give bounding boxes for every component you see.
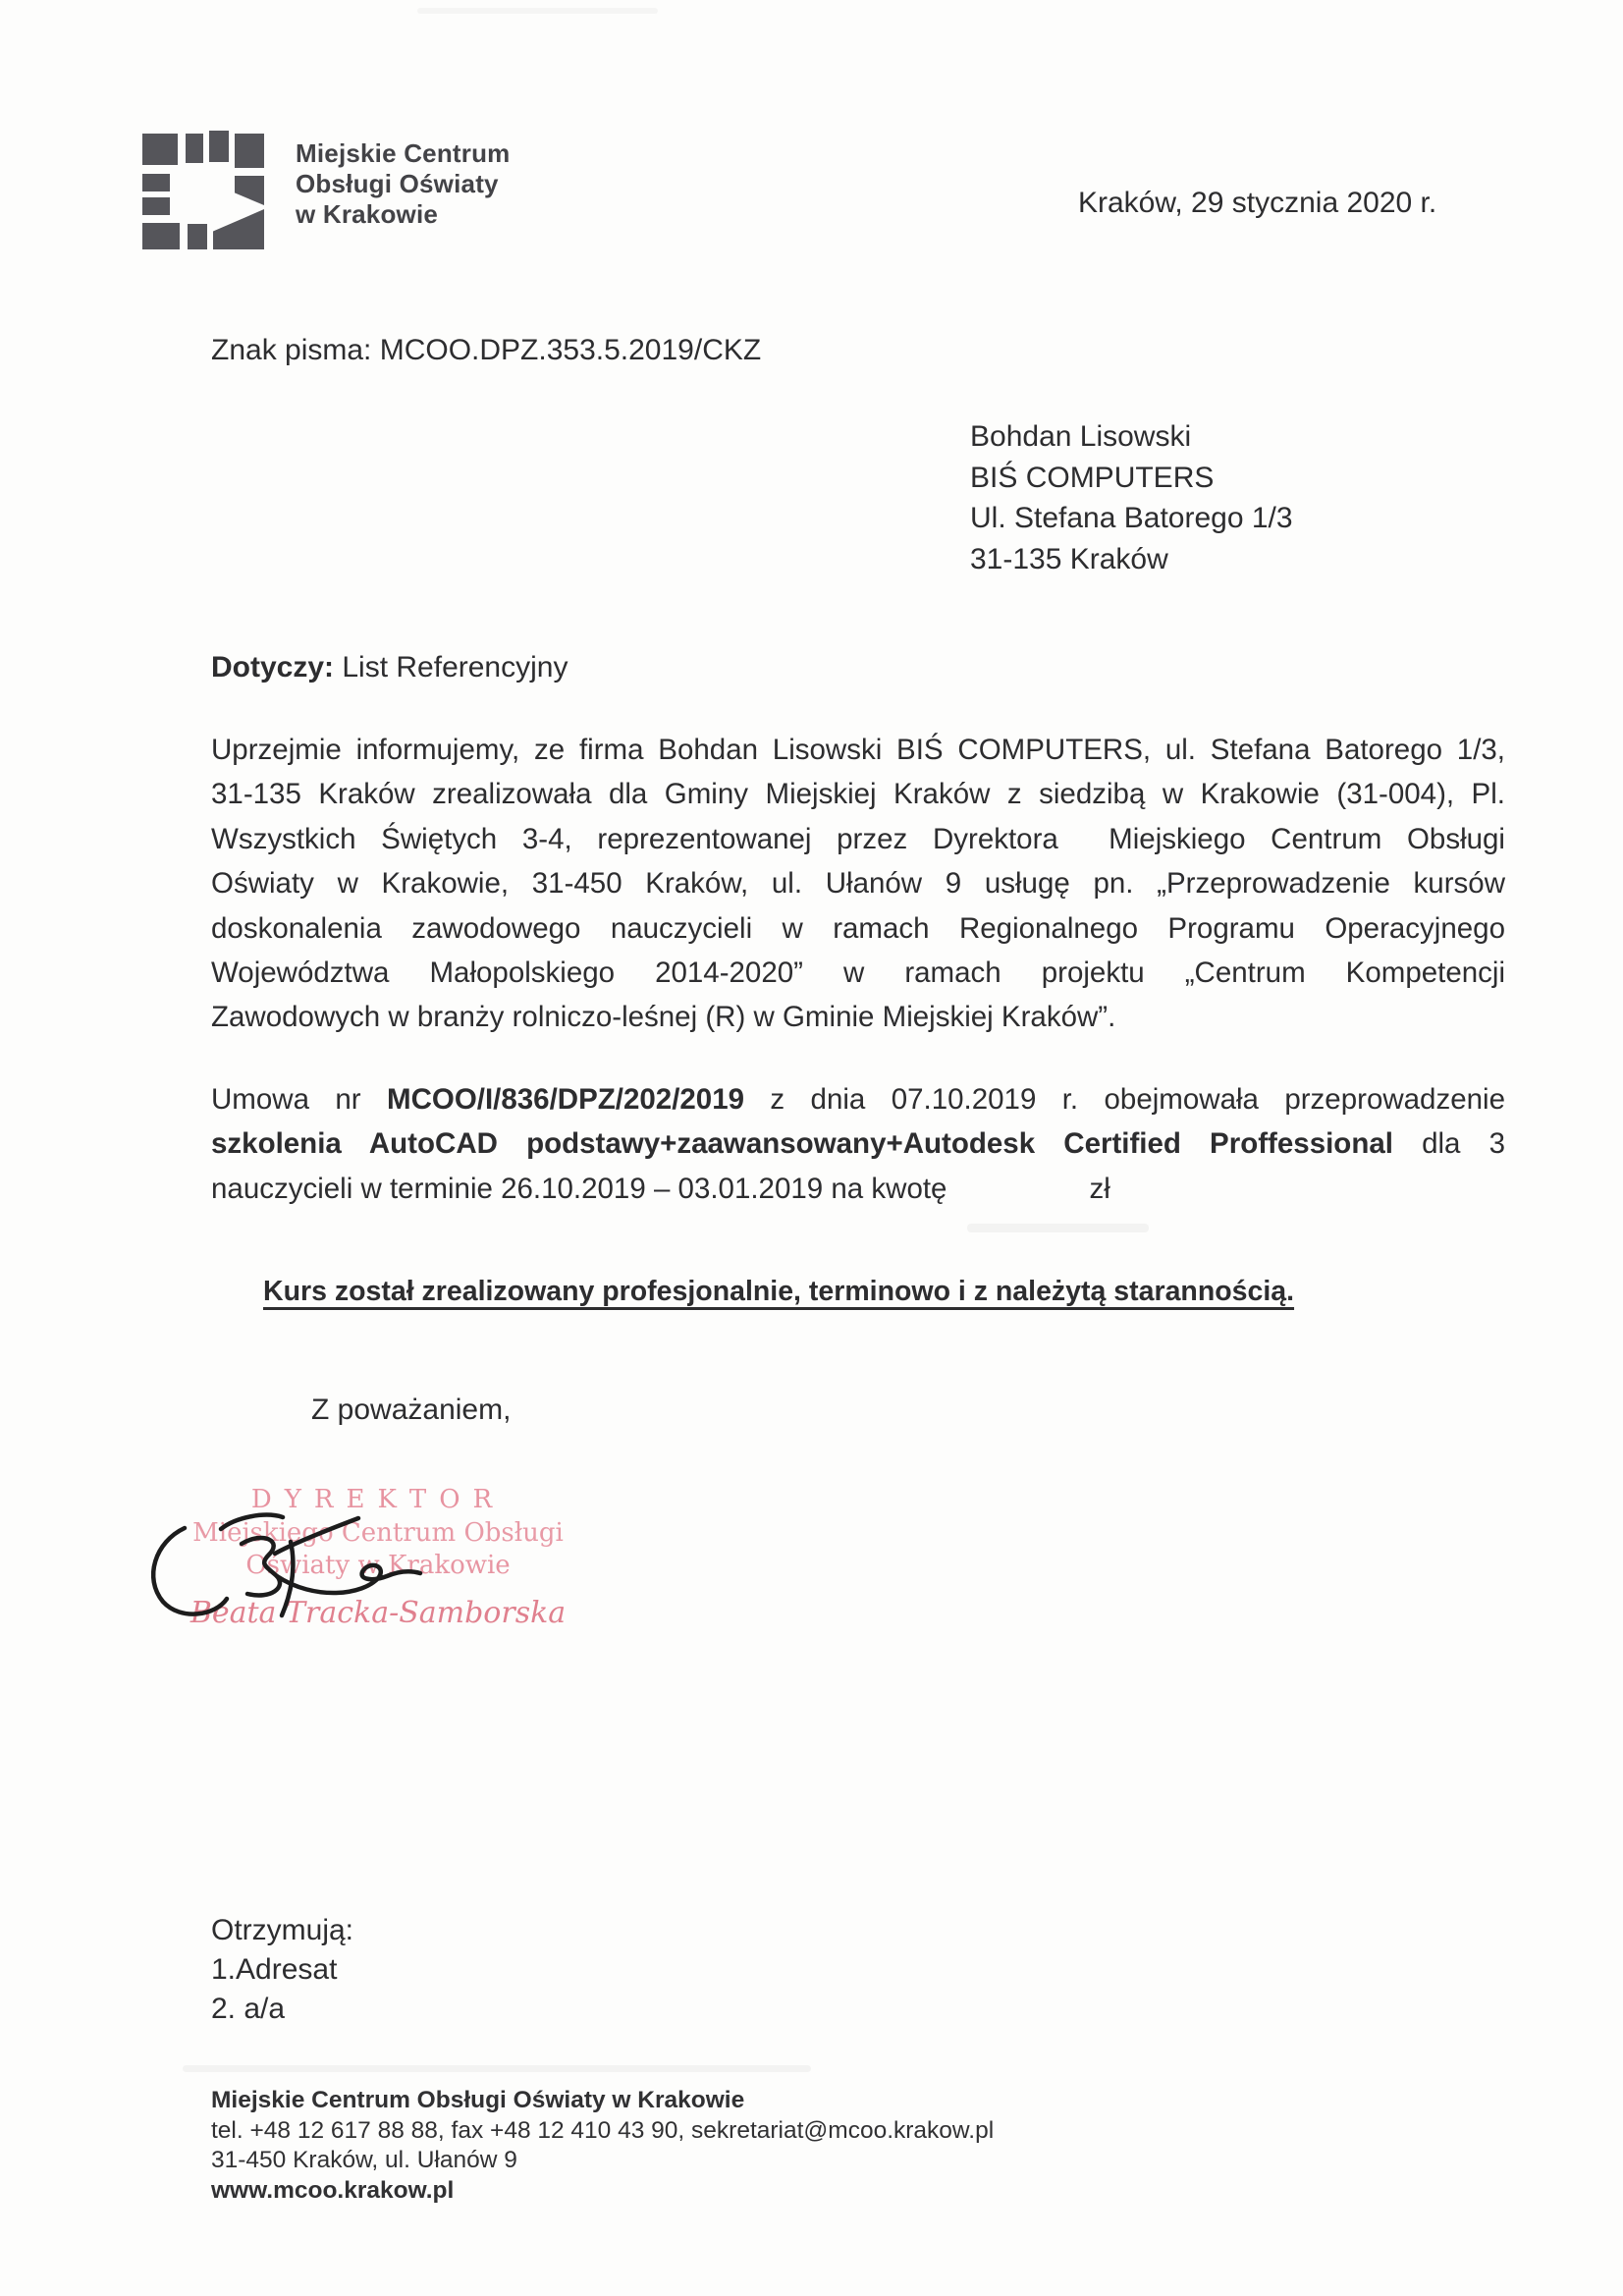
text-line xyxy=(211,772,1505,816)
text: nauczycieli w terminie 26.10.2019 – 03.01.2019 na kwotę xyxy=(211,1172,947,1205)
bold-text: szkolenia AutoCAD podstawy+zaawansowany+Autodesk Certified Proffessional xyxy=(211,1127,1393,1161)
subject-value: List Referencyjny xyxy=(334,651,568,683)
emphasis-sentence: Kurs został zrealizowany profesjonalnie, terminowo i z należytą starannością. xyxy=(263,1276,1295,1307)
distribution-items xyxy=(211,1950,353,2029)
text-line xyxy=(211,995,1505,1039)
text: dla 3 xyxy=(1392,1127,1505,1161)
footer-address: 31-450 Kraków, ul. Ułanów 9 xyxy=(211,2147,517,2173)
text: Uprzejmie informujemy, ze firma Bohdan Lisowski BIŚ COMPUTERS, ul. Stefana Batorego 1/3, xyxy=(211,734,1505,766)
text-line xyxy=(211,1167,1505,1211)
text: Umowa nr xyxy=(211,1083,387,1116)
bold-text: MCOO/I/836/DPZ/202/2019 xyxy=(387,1083,745,1116)
closing-salutation: Z poważaniem, xyxy=(311,1394,512,1426)
text: Wszystkich Świętych 3-4, reprezentowanej przez Dyrektora Miejskiego Centrum Obsługi xyxy=(211,822,1505,855)
org-name-line: Miejskie Centrum xyxy=(296,138,511,168)
text: Oświaty w Krakowie, 31-450 Kraków, ul. Ułanów 9 usługę pn. „Przeprowadzenie kursów xyxy=(211,867,1505,901)
recipient-line: BIŚ COMPUTERS xyxy=(970,461,1215,494)
text-line xyxy=(211,728,1505,772)
body-paragraph-2 xyxy=(211,1077,1505,1211)
text: 31-135 Kraków zrealizowała dla Gminy Miejskiej Kraków z siedzibą w Krakowie (31-004), Pl. xyxy=(211,778,1505,811)
recipient-line: 31-135 Kraków xyxy=(970,542,1168,575)
redacted-amount-smudge xyxy=(967,1224,1149,1232)
stamp-org-line: Miejskiego Centrum Obsługi xyxy=(192,1518,564,1548)
text-line xyxy=(211,1121,1505,1166)
distribution-list xyxy=(211,1911,353,2029)
letterhead-org-name xyxy=(296,138,511,230)
text-line xyxy=(211,817,1505,861)
subject-label: Dotyczy: xyxy=(211,651,335,683)
text-line xyxy=(211,906,1505,951)
scan-artifact xyxy=(183,2065,811,2072)
distribution-item: 1.Adresat xyxy=(211,1953,338,1986)
mcoo-logo-icon xyxy=(142,131,264,243)
body-paragraph-1 xyxy=(211,728,1505,1040)
recipient-block xyxy=(970,416,1293,579)
org-name-line: Obsługi Oświaty xyxy=(296,169,499,198)
footer-org-name: Miejskie Centrum Obsługi Oświaty w Krakowie xyxy=(211,2087,745,2113)
signature-scribble xyxy=(126,1485,548,1667)
recipient-line: Bohdan Lisowski xyxy=(970,420,1192,453)
text-line xyxy=(211,861,1505,905)
text: doskonalenia zawodowego nauczycieli w ramach Regionalnego Programu Operacyjnego xyxy=(211,911,1505,945)
text-line xyxy=(211,951,1505,995)
text: Województwa Małopolskiego 2014-2020” w ramach projektu „Centrum Kompetencji xyxy=(211,957,1505,990)
footer-website: www.mcoo.krakow.pl xyxy=(211,2176,455,2204)
text-line xyxy=(211,1077,1505,1121)
footer-contact: tel. +48 12 617 88 88, fax +48 12 410 43 90, sekretariat@mcoo.krakow.pl xyxy=(211,2116,995,2144)
stamp-signatory-name: Beata Tracka-Samborska xyxy=(189,1596,567,1630)
recipient-line: Ul. Stefana Batorego 1/3 xyxy=(970,502,1293,534)
stamp-title: DYREKTOR xyxy=(250,1485,506,1514)
footer-block xyxy=(211,2086,994,2206)
text: zł xyxy=(1089,1172,1110,1205)
reference-number: Znak pisma: MCOO.DPZ.353.5.2019/CKZ xyxy=(211,334,762,366)
text: Zawodowych w branży rolniczo-leśnej (R) w Gminie Miejskiej Kraków”. xyxy=(211,1001,1116,1034)
distribution-title: Otrzymują: xyxy=(211,1914,354,1946)
date-line: Kraków, 29 stycznia 2020 r. xyxy=(1078,187,1437,219)
org-name-line: w Krakowie xyxy=(296,199,439,229)
stamp-org-line: Oświaty w Krakowie xyxy=(245,1551,511,1580)
subject-line xyxy=(211,651,568,684)
scan-artifact xyxy=(417,8,658,14)
text: z dnia 07.10.2019 r. obejmowała przeprowadzenie xyxy=(744,1083,1505,1116)
distribution-item: 2. a/a xyxy=(211,1993,286,2025)
